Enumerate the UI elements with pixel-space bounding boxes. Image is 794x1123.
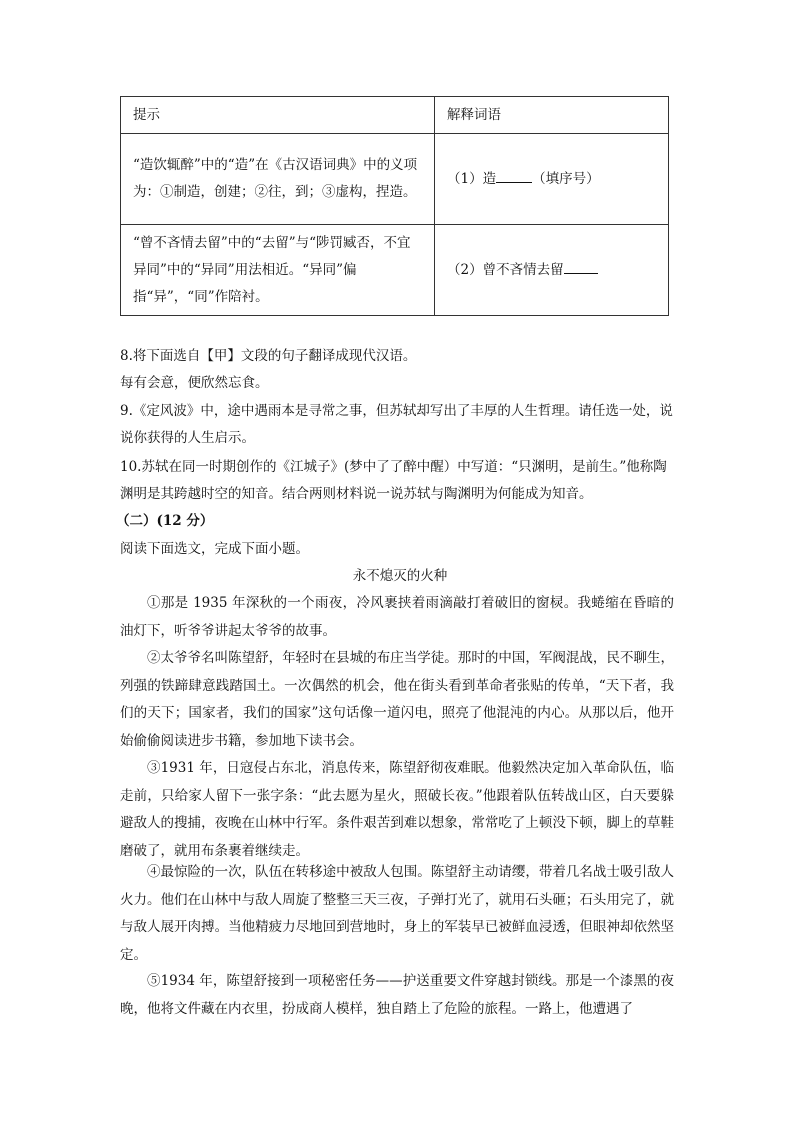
article-paragraph: ①那是 1935 年深秋的一个雨夜，冷风裹挟着雨滴敲打着破旧的窗棂。我蜷缩在昏暗的油灯下，听爷爷讲起太爷爷的故事。	[120, 595, 674, 639]
question-8: 8.将下面选自【甲】文段的句子翻译成现代汉语。	[120, 348, 417, 364]
table-cell-hint: “造饮辄醉”中的“造”在《古汉语词典》中的义项为：①制造，创建；②往，到；③虚构，捏造。	[121, 134, 435, 225]
table-header-explain: 解释词语	[435, 97, 669, 134]
table-header-hint: 提示	[121, 97, 435, 134]
table-row	[121, 134, 669, 225]
question-8-sentence: 每有会意，便欣然忘食。	[120, 375, 269, 391]
table-header-row	[121, 97, 669, 134]
table-cell-answer	[435, 225, 669, 316]
answer-prefix: （2）曾不吝情去留	[447, 261, 564, 278]
answer-suffix: （填序号）	[532, 170, 600, 187]
article-paragraph: ⑤1934 年，陈望舒接到一项秘密任务——护送重要文件穿越封锁线。那是一个漆黑的夜晚，他将文件藏在内衣里，扮成商人模样，独自踏上了危险的旅程。一路上，他遭遇了	[120, 973, 674, 1017]
article-paragraph: ②太爷爷名叫陈望舒，年轻时在县城的布庄当学徒。那时的中国，军阀混战，民不聊生，列强的铁蹄肆意践踏国土。一次偶然的机会，他在街头看到革命者张贴的传单，“天下者，我们的天下；国家者，我们的国家”这句话像一道闪电，照亮了他混沌的内心。从那以后，他开始偷偷阅读进步书籍，参加地下读书会。	[120, 650, 674, 749]
section-instruction: 阅读下面选文，完成下面小题。	[120, 541, 309, 557]
article-paragraph: ④最惊险的一次，队伍在转移途中被敌人包围。陈望舒主动请缨，带着几名战士吸引敌人火力。他们在山林中与敌人周旋了整整三天三夜，子弹打光了，就用石头砸；石头用完了，就与敌人展开肉搏。当他精疲力尽地回到营地时，身上的军装早已被鲜血浸透，但眼神却依然坚定。	[120, 864, 674, 963]
answer-blank[interactable]	[564, 259, 598, 274]
table-row	[121, 225, 669, 316]
table-cell-hint: “曾不吝情去留”中的“去留”与“陟罚臧否，不宜异同”中的“异同”用法相近。“异同”偏指“异”，“同”作陪衬。	[121, 225, 435, 316]
answer-blank[interactable]	[496, 168, 532, 183]
section-heading: （二）(12 分）	[116, 513, 214, 529]
hint-table	[120, 96, 669, 316]
question-9: 9.《定风波》中，途中遇雨本是寻常之事，但苏轼却写出了丰厚的人生哲理。请任选一处，说说你获得的人生启示。	[120, 403, 673, 446]
article-paragraph: ③1931 年，日寇侵占东北，消息传来，陈望舒彻夜难眠。他毅然决定加入革命队伍，临走前，只给家人留下一张字条：“此去愿为星火，照破长夜。”他跟着队伍转战山区，白天要躲避敌人的搜捕，夜晚在山林中行军。条件艰苦到难以想象，常常吃了上顿没下顿，脚上的草鞋磨破了，就用布条裹着继续走。	[120, 760, 674, 859]
question-10: 10.苏轼在同一时期创作的《江城子》(梦中了了醉中醒）中写道：“只渊明，是前生。”他称陶渊明是其跨越时空的知音。结合两则材料说一说苏轼与陶渊明为何能成为知音。	[120, 459, 667, 502]
article-title: 永不熄灭的火种	[352, 568, 448, 584]
answer-prefix: （1）造	[447, 170, 497, 187]
table-cell-answer	[435, 134, 669, 225]
